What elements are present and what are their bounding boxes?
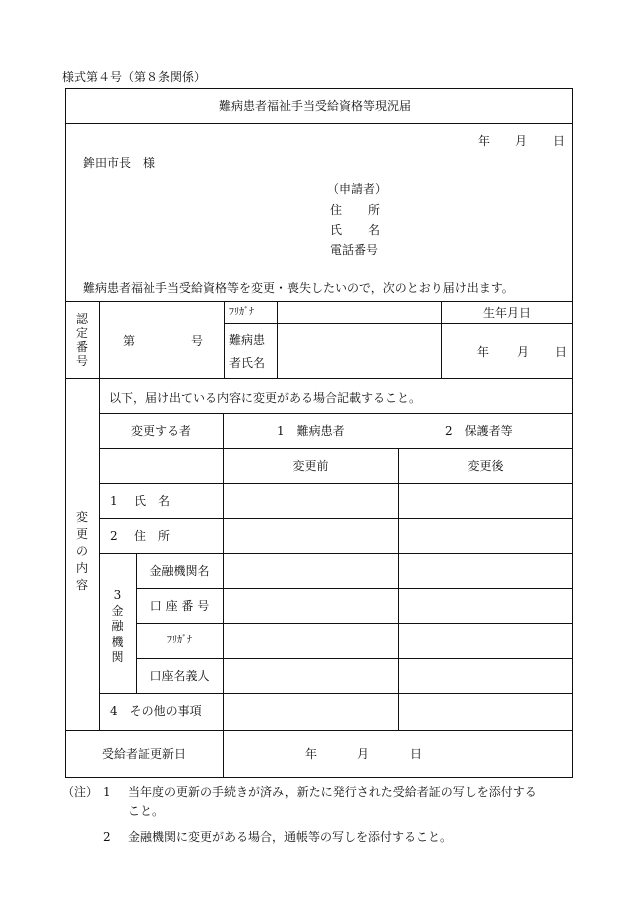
form-number: 様式第４号（第８条関係）: [62, 70, 207, 84]
birthdate-day: 日: [555, 345, 568, 359]
account-number-label: 口 座 番 号: [149, 599, 210, 613]
notes-prefix: （注）: [62, 785, 99, 799]
change-instruction: 以下，届け出ている内容に変更がある場合記載すること。: [109, 391, 422, 405]
birthdate-label: 生年月日: [482, 306, 531, 320]
after-header: 変更後: [467, 459, 504, 473]
bank-label: 3 金 融 機 関: [111, 588, 124, 664]
submission-date-month: 月: [515, 134, 528, 148]
bank-name-label: 金融機関名: [149, 564, 210, 578]
renewal-month: 月: [357, 747, 370, 761]
other-matters-label: 4 その他の事項: [110, 704, 202, 718]
renewal-date-label: 受給者証更新日: [101, 747, 186, 761]
renewal-year: 年: [305, 747, 318, 761]
account-furigana-label: ﾌﾘｶﾞﾅ: [167, 635, 192, 646]
changer-option-guardian: 2 保護者等: [445, 424, 513, 438]
submission-date-day: 日: [553, 134, 566, 148]
applicant-header: （申請者）: [327, 182, 388, 196]
birthdate-year: 年: [477, 345, 490, 359]
form-title: 難病患者福祉手当受給資格等現況届: [218, 99, 411, 113]
change-content-label: 変 更 の 内 容: [75, 510, 88, 592]
renewal-day: 日: [410, 747, 423, 761]
applicant-phone-label: 電話番号: [330, 243, 379, 257]
addressee: 鉾田市長 様: [83, 156, 156, 170]
changer-label: 変更する者: [130, 424, 191, 438]
cert-dai: 第: [123, 334, 136, 348]
birthdate-month: 月: [517, 345, 530, 359]
declaration-text: 難病患者福祉手当受給資格等を変更・喪失したいので，次のとおり届け出ます。: [83, 281, 514, 295]
submission-date-year: 年: [478, 134, 491, 148]
furigana-label: ﾌﾘｶﾞﾅ: [229, 307, 254, 318]
cert-go: 号: [191, 334, 204, 348]
cert-number-label: 認 定 番 号: [75, 312, 88, 368]
account-holder-label: 口座名義人: [149, 669, 210, 683]
before-header: 変更前: [292, 459, 329, 473]
changer-option-patient: 1 難病患者: [277, 424, 345, 438]
